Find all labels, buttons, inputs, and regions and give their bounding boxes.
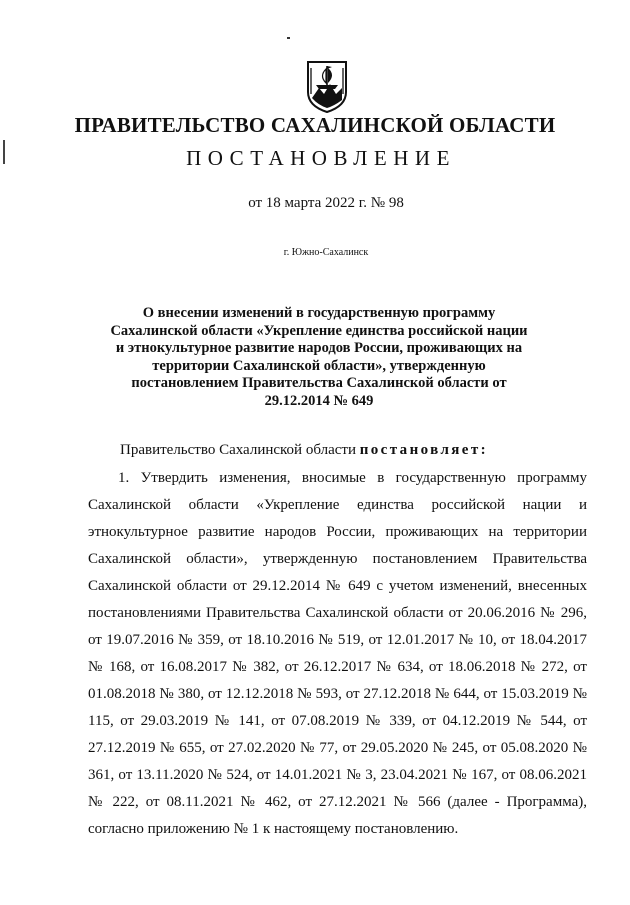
document-date-number: от 18 марта 2022 г. № 98	[248, 195, 404, 211]
coat-of-arms-icon	[304, 58, 350, 114]
government-title: ПРАВИТЕЛЬСТВО САХАЛИНСКОЙ ОБЛАСТИ	[74, 113, 556, 137]
scan-artifact	[287, 37, 290, 39]
document-city: г. Южно-Сахалинск	[283, 247, 369, 258]
document-subject: О внесении изменений в государственную программу Сахалинской области «Укрепление единства российской нации и этнокультурное развитие народов России, проживающих на территории Сахалинской области», утвержденную постановлением Правительства Сахалинской области от 29.12.2014 № 649	[110, 305, 528, 409]
intro-keyword: постановляет:	[359, 442, 489, 458]
paragraph-1: 1. Утвердить изменения, вносимые в государственную программу Сахалинской области «Укрепление единства российской нации и этнокультурное развитие народов России, проживающих на территории Сахалинской области», утвержденную постановлением Правительства Сахалинской области от 29.12.2014 № 649 с учетом изменений, внесенных постановлениями Правительства Сахалинской области от 20.06.2016 № 296, от 19.07.2016 № 359, от 18.10.2016 № 519, от 12.01.2017 № 10, от 18.04.2017 № 168, от 16.08.2017 № 382, от 26.12.2017 № 634, от 18.06.2018 № 272, от 01.08.2018 № 380, от 12.12.2018 № 593, от 27.12.2018 № 644, от 15.03.2019 № 115, от 29.03.2019 № 141, от 07.08.2019 № 339, от 04.12.2019 № 544, от 27.12.2019 № 655, от 27.02.2020 № 77, от 29.05.2020 № 245, от 05.08.2020 № 361, от 13.11.2020 № 524, от 14.01.2021 № 3, 23.04.2021 № 167, от 08.06.2021 № 222, от 08.11.2021 № 462, от 27.12.2021 № 566 (далее - Программа), согласно приложению № 1 к настоящему постановлению.	[88, 470, 587, 837]
resolution-intro	[120, 442, 488, 459]
document-type: ПОСТАНОВЛЕНИЕ	[186, 146, 456, 170]
intro-text: Правительство Сахалинской области	[120, 442, 360, 458]
